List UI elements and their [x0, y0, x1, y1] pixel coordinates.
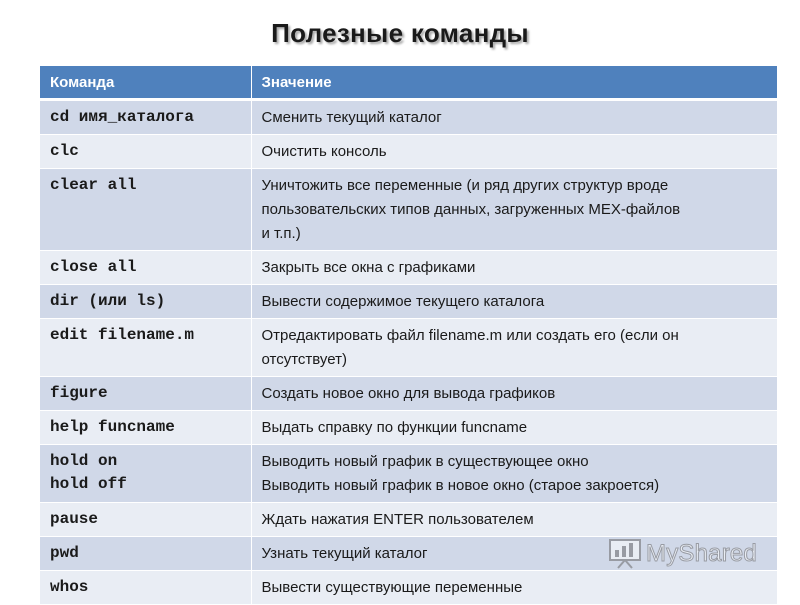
table-row: [40, 571, 777, 605]
table-row: [40, 285, 777, 319]
command-cell: clear all: [40, 169, 251, 251]
meaning-cell: Отредактировать файл filename.m или создать его (если он отсутствует): [251, 319, 777, 377]
table-header-row: [40, 66, 777, 100]
meaning-cell: Очистить консоль: [251, 135, 777, 169]
table-row: [40, 377, 777, 411]
table-row: [40, 135, 777, 169]
meaning-cell: Закрыть все окна с графиками: [251, 251, 777, 285]
header-meaning: Значение: [251, 66, 777, 100]
command-cell: clc: [40, 135, 251, 169]
commands-table: [40, 66, 777, 605]
command-cell: help funcname: [40, 411, 251, 445]
command-cell: dir (или ls): [40, 285, 251, 319]
meaning-cell: Сменить текущий каталог: [251, 100, 777, 135]
table-row: [40, 319, 777, 377]
meaning-cell: Выводить новый график в существующее окно Выводить новый график в новое окно (старое закроется): [251, 445, 777, 503]
table-row: [40, 411, 777, 445]
command-cell: figure: [40, 377, 251, 411]
meaning-cell: Выдать справку по функции funcname: [251, 411, 777, 445]
command-cell: hold on hold off: [40, 445, 251, 503]
watermark: [608, 536, 757, 572]
command-cell: cd имя_каталога: [40, 100, 251, 135]
table-row: [40, 100, 777, 135]
meaning-cell: Узнать текущий каталог: [251, 537, 777, 571]
meaning-cell: Ждать нажатия ENTER пользователем: [251, 503, 777, 537]
watermark-text: MyShared: [646, 540, 757, 567]
table-row: [40, 503, 777, 537]
meaning-cell: Вывести содержимое текущего каталога: [251, 285, 777, 319]
command-cell: edit filename.m: [40, 319, 251, 377]
slide-title: Полезные команды: [271, 18, 529, 48]
meaning-cell: Вывести существующие переменные: [251, 571, 777, 605]
meaning-cell: Уничтожить все переменные (и ряд других структур вроде пользовательских типов данных, загруженных MEX-файлов и т.п.): [251, 169, 777, 251]
presentation-board-icon: [608, 538, 642, 570]
command-cell: pwd: [40, 537, 251, 571]
command-cell: pause: [40, 503, 251, 537]
header-command: Команда: [40, 66, 251, 100]
command-cell: close all: [40, 251, 251, 285]
table-row: [40, 251, 777, 285]
meaning-cell: Создать новое окно для вывода графиков: [251, 377, 777, 411]
table-row: [40, 169, 777, 251]
command-cell: whos: [40, 571, 251, 605]
table-row: [40, 445, 777, 503]
